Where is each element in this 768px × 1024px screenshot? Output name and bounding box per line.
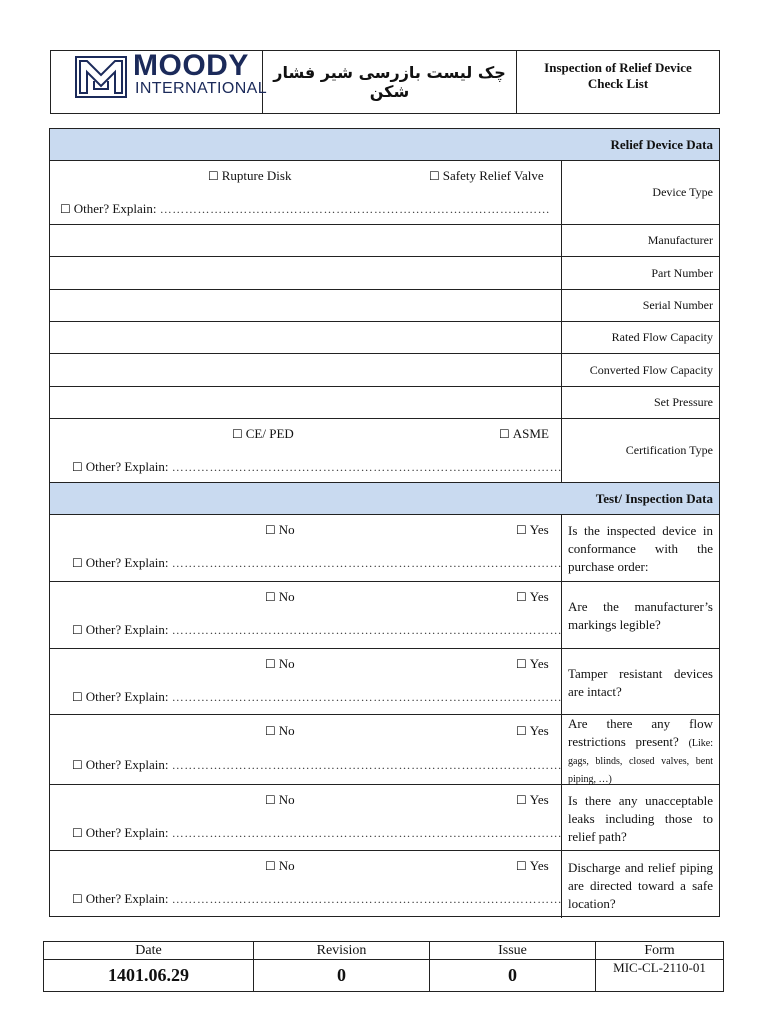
option-label: No — [278, 656, 295, 671]
question-text: Is the inspected device in conformance with the purchase order: — [568, 523, 713, 574]
certification-type-label: Certification Type — [625, 443, 713, 457]
field-label: Manufacturer — [647, 233, 713, 247]
question-row-2 — [50, 582, 719, 649]
checkbox-icon[interactable]: ☐ — [265, 523, 276, 537]
question-text: Are there any flow restrictions present? — [568, 716, 713, 749]
field-label: Converted Flow Capacity — [589, 362, 713, 377]
option-label: No — [278, 723, 295, 738]
option-label: Yes — [529, 589, 549, 604]
revision-value: 0 — [254, 960, 430, 991]
checkbox-icon[interactable]: ☐ — [516, 793, 527, 807]
date-header: Date — [44, 942, 254, 960]
question-text-wrap — [568, 715, 713, 787]
no-option[interactable] — [265, 723, 295, 739]
answer-options — [50, 851, 562, 918]
checkbox-icon[interactable]: ☐ — [232, 427, 243, 441]
field-row-converted-flow — [50, 354, 719, 387]
asme-option[interactable] — [499, 426, 549, 442]
option-label: Safety Relief Valve — [442, 168, 544, 183]
checkbox-icon[interactable]: ☐ — [516, 523, 527, 537]
checkbox-icon[interactable]: ☐ — [72, 892, 83, 906]
checkbox-icon[interactable]: ☐ — [516, 859, 527, 873]
document-header — [50, 50, 720, 114]
option-label: CE/ PED — [245, 426, 294, 441]
yes-option[interactable] — [516, 589, 549, 605]
checkbox-icon[interactable]: ☐ — [72, 690, 83, 704]
field-row-set-pressure — [50, 387, 719, 419]
device-type-options — [50, 161, 562, 224]
question-text-cell — [562, 582, 719, 648]
yes-option[interactable] — [516, 522, 549, 538]
question-text: Is there any unacceptable leaks including those to relief path? — [568, 792, 713, 844]
section-title: Test/ Inspection Data — [595, 490, 713, 506]
no-option[interactable] — [265, 522, 295, 538]
other-explain-label: Other? Explain: — [85, 825, 169, 840]
answer-options — [50, 582, 562, 648]
field-input[interactable] — [50, 354, 562, 386]
question-row-5 — [50, 785, 719, 851]
answer-options — [50, 649, 562, 714]
checkbox-icon[interactable]: ☐ — [265, 657, 276, 671]
option-label: No — [278, 792, 295, 807]
certification-options — [50, 419, 562, 482]
question-row-3 — [50, 649, 719, 715]
option-label: Yes — [529, 723, 549, 738]
other-explain-field[interactable] — [72, 757, 562, 773]
field-row-rated-flow — [50, 322, 719, 354]
other-explain-field[interactable] — [72, 459, 562, 475]
checkbox-icon[interactable]: ☐ — [208, 169, 219, 183]
logo-wordmark: MOODY — [133, 49, 249, 82]
question-text-cell — [562, 715, 719, 784]
certification-type-row — [50, 419, 719, 483]
persian-title: چک لیست بازرسی شیر فشار شکن — [273, 63, 506, 101]
option-label: Yes — [529, 522, 549, 537]
no-option[interactable] — [265, 589, 295, 605]
section-header-relief-device — [50, 129, 719, 161]
device-type-row — [50, 161, 719, 225]
answer-options — [50, 515, 562, 581]
moody-logo-icon — [75, 56, 127, 98]
question-text-cell — [562, 515, 719, 581]
option-label: Rupture Disk — [221, 168, 292, 183]
yes-option[interactable] — [516, 792, 549, 808]
other-explain-field[interactable] — [72, 825, 562, 841]
option-label: Yes — [529, 858, 549, 873]
other-explain-label: Other? Explain: — [85, 555, 169, 570]
section-title: Relief Device Data — [610, 136, 713, 152]
yes-option[interactable] — [516, 723, 549, 739]
issue-header: Issue — [430, 942, 596, 960]
fill-in-line[interactable]: ………………………………………………………………………………… — [171, 556, 563, 570]
document-footer — [43, 941, 724, 992]
field-label: Part Number — [651, 265, 713, 280]
no-option[interactable] — [265, 858, 295, 874]
other-explain-field[interactable] — [72, 622, 562, 638]
no-option[interactable] — [265, 656, 295, 672]
field-label: Rated Flow Capacity — [611, 330, 713, 344]
checkbox-icon[interactable]: ☐ — [72, 758, 83, 772]
english-title-line2: Check List — [587, 76, 649, 91]
option-label: Yes — [529, 656, 549, 671]
checkbox-icon[interactable]: ☐ — [429, 169, 440, 183]
other-explain-label: Other? Explain: — [85, 891, 169, 906]
checkbox-icon[interactable]: ☐ — [499, 427, 510, 441]
question-text-cell — [562, 851, 719, 918]
checkbox-icon[interactable]: ☐ — [516, 657, 527, 671]
logo-subtitle: INTERNATIONAL — [135, 80, 268, 97]
english-title-line1: Inspection of Relief Device — [544, 60, 692, 75]
fill-in-line[interactable]: ………………………………………………………………………………… — [171, 758, 563, 772]
other-explain-label: Other? Explain: — [85, 459, 169, 474]
checkbox-icon[interactable]: ☐ — [265, 724, 276, 738]
revision-header: Revision — [254, 942, 430, 960]
other-explain-field[interactable] — [72, 555, 562, 571]
other-explain-label: Other? Explain: — [85, 757, 169, 772]
logo-cell — [51, 49, 268, 113]
other-explain-label: Other? Explain: — [73, 201, 157, 216]
answer-options — [50, 785, 562, 850]
rupture-disk-option[interactable] — [208, 168, 291, 184]
yes-option[interactable] — [516, 858, 549, 874]
checkbox-icon[interactable]: ☐ — [516, 590, 527, 604]
checkbox-icon[interactable]: ☐ — [265, 793, 276, 807]
option-label: Yes — [529, 792, 549, 807]
other-explain-field[interactable] — [60, 201, 550, 217]
question-note: (Like: gags, blinds, closed valves, bent piping, …) — [568, 738, 714, 785]
question-text-cell — [562, 785, 719, 850]
option-label: No — [278, 589, 295, 604]
no-option[interactable] — [265, 792, 295, 808]
other-explain-label: Other? Explain: — [85, 622, 169, 637]
checkbox-icon[interactable]: ☐ — [72, 826, 83, 840]
issue-value: 0 — [430, 960, 596, 991]
fill-in-line[interactable]: ………………………………………………………………………………… — [171, 690, 563, 704]
field-input[interactable] — [50, 322, 562, 353]
english-title — [517, 60, 719, 92]
form-header: Form — [596, 942, 723, 960]
fill-in-line[interactable]: ………………………………………………………………………………… — [171, 892, 563, 906]
field-input[interactable] — [50, 225, 562, 256]
field-label: Serial Number — [642, 298, 713, 312]
question-text: Tamper resistant devices are intact? — [568, 665, 713, 699]
inspection-table — [49, 128, 720, 917]
fill-in-line[interactable]: ………………………………………………………………………………… — [171, 826, 563, 840]
checkbox-icon[interactable]: ☐ — [265, 859, 276, 873]
field-row-serial-number — [50, 290, 719, 322]
field-label: Set Pressure — [654, 395, 713, 409]
yes-option[interactable] — [516, 656, 549, 672]
question-row-6 — [50, 851, 719, 918]
form-code-value: MIC-CL-2110-01 — [613, 960, 706, 975]
checkbox-icon[interactable]: ☐ — [265, 590, 276, 604]
checkbox-icon[interactable]: ☐ — [516, 724, 527, 738]
english-title-cell — [517, 51, 719, 113]
safety-relief-valve-option[interactable] — [429, 168, 544, 184]
question-text: Discharge and relief piping are directed toward a safe location? — [568, 859, 713, 911]
checkbox-icon[interactable]: ☐ — [72, 556, 83, 570]
fill-in-line[interactable]: ………………………………………………………………………………… — [171, 460, 563, 474]
field-input[interactable] — [50, 387, 562, 418]
fill-in-line[interactable]: ………………………………………………………………………………… — [171, 623, 563, 637]
question-text: Are the manufacturer’s markings legible? — [568, 599, 713, 632]
option-label: No — [278, 858, 295, 873]
field-row-manufacturer — [50, 225, 719, 257]
other-explain-label: Other? Explain: — [85, 689, 169, 704]
ce-ped-option[interactable] — [232, 426, 294, 442]
question-row-4 — [50, 715, 719, 785]
other-explain-field[interactable] — [72, 891, 562, 907]
field-row-part-number — [50, 257, 719, 290]
field-input[interactable] — [50, 257, 562, 289]
persian-title-cell — [263, 51, 517, 113]
section-header-test-inspection — [50, 483, 719, 515]
fill-in-line[interactable]: ………………………………………………………………………………… — [159, 202, 551, 216]
option-label: ASME — [512, 426, 549, 441]
other-explain-field[interactable] — [72, 689, 562, 705]
checkbox-icon[interactable]: ☐ — [72, 623, 83, 637]
option-label: No — [278, 522, 295, 537]
checkbox-icon[interactable]: ☐ — [60, 202, 71, 216]
date-value: 1401.06.29 — [44, 960, 254, 991]
device-type-label: Device Type — [652, 185, 713, 199]
answer-options — [50, 715, 562, 784]
question-text-cell — [562, 649, 719, 714]
field-input[interactable] — [50, 290, 562, 321]
question-row-1 — [50, 515, 719, 582]
checkbox-icon[interactable]: ☐ — [72, 460, 83, 474]
